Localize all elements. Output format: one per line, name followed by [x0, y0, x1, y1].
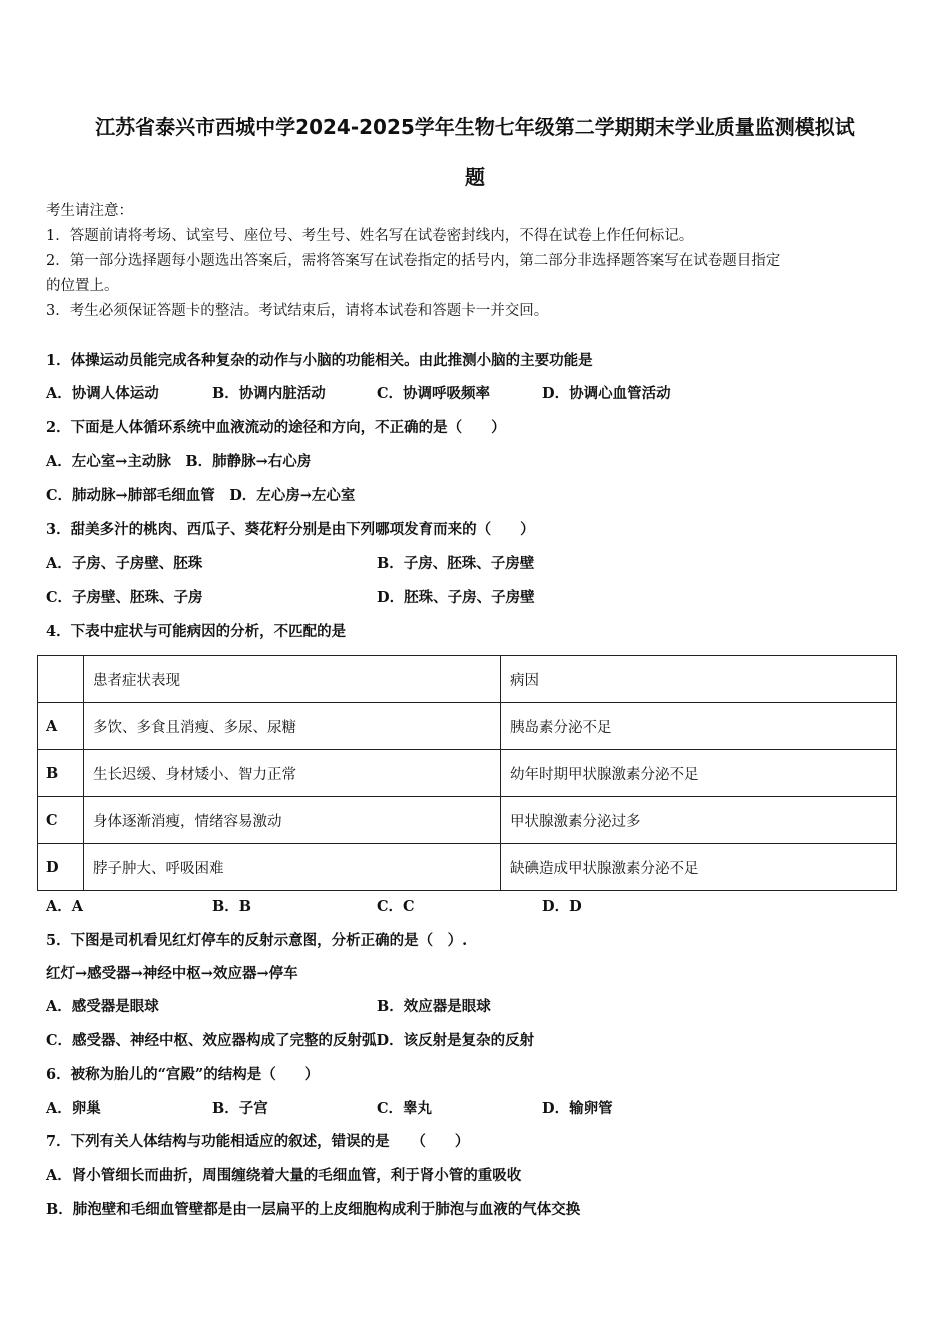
q5-options-cd: C．感受器、神经中枢、效应器构成了完整的反射弧D．该反射是复杂的反射: [46, 1032, 535, 1049]
table-header-cell: 患者症状表现: [84, 656, 501, 703]
q3-option-a: A．子房、子房壁、胚珠: [46, 555, 203, 572]
q4-stem: 4．下表中症状与可能病因的分析，不匹配的是: [46, 623, 347, 640]
row-cause: 幼年时期甲状腺激素分泌不足: [501, 750, 897, 797]
q5-option-a: A．感受器是眼球: [46, 998, 159, 1015]
table-row: [38, 844, 897, 891]
row-symptom: 多饮、多食且消瘦、多尿、尿糖: [84, 703, 501, 750]
row-symptom: 生长迟缓、身材矮小、智力正常: [84, 750, 501, 797]
q7-stem: 7．下列有关人体结构与功能相适应的叙述，错误的是 （ ）: [46, 1133, 470, 1150]
row-symptom: 脖子肿大、呼吸困难: [84, 844, 501, 891]
q4-option-b: B．B: [212, 898, 252, 915]
q3-option-d: D．胚珠、子房、子房壁: [377, 589, 535, 606]
q3-option-b: B．子房、胚珠、子房壁: [377, 555, 535, 572]
row-cause: 甲状腺激素分泌过多: [501, 797, 897, 844]
q5-option-b: B．效应器是眼球: [377, 998, 491, 1015]
symptom-table: [37, 655, 897, 891]
q1-option-c: C．协调呼吸频率: [377, 385, 491, 402]
row-key: B: [38, 750, 84, 797]
q3-option-c: C．子房壁、胚珠、子房: [46, 589, 203, 606]
exam-title-line1: 江苏省泰兴市西城中学2024-2025学年生物七年级第二学期期末学业质量监测模拟试: [95, 115, 855, 139]
q4-option-d: D．D: [542, 898, 582, 915]
table-row: [38, 703, 897, 750]
q4-option-a: A．A: [46, 898, 84, 915]
exam-title-line2: 题: [465, 165, 485, 189]
q6-option-c: C．睾丸: [377, 1100, 433, 1117]
q5-reflex-flow: 红灯→感受器→神经中枢→效应器→停车: [46, 965, 298, 982]
q6-option-b: B．子宫: [212, 1100, 268, 1117]
q1-option-a: A．协调人体运动: [46, 385, 159, 402]
table-header-cell: [38, 656, 84, 703]
q6-stem: 6．被称为胎儿的“宫殿”的结构是（ ）: [46, 1066, 320, 1083]
row-key: A: [38, 703, 84, 750]
table-row: [38, 797, 897, 844]
row-cause: 缺碘造成甲状腺激素分泌不足: [501, 844, 897, 891]
notice-item-2b: 的位置上。: [46, 278, 119, 294]
q3-stem: 3．甜美多汁的桃肉、西瓜子、葵花籽分别是由下列哪项发育而来的（ ）: [46, 521, 535, 538]
q7-option-a: A．肾小管细长而曲折，周围缠绕着大量的毛细血管，利于肾小管的重吸收: [46, 1167, 522, 1184]
q2-stem: 2．下面是人体循环系统中血液流动的途径和方向，不正确的是（ ）: [46, 419, 506, 436]
table-header-cell: 病因: [501, 656, 897, 703]
q7-option-b: B．肺泡壁和毛细血管壁都是由一层扁平的上皮细胞构成利于肺泡与血液的气体交换: [46, 1201, 581, 1218]
table-row: [38, 750, 897, 797]
q6-option-a: A．卵巢: [46, 1100, 101, 1117]
q2-options-ab: A．左心室→主动脉 B．肺静脉→右心房: [46, 453, 312, 470]
q2-options-cd: C．肺动脉→肺部毛细血管 D．左心房→左心室: [46, 487, 356, 504]
row-cause: 胰岛素分泌不足: [501, 703, 897, 750]
q5-stem: 5．下图是司机看见红灯停车的反射示意图，分析正确的是（ ）.: [46, 932, 468, 949]
notice-item-2a: 2．第一部分选择题每小题选出答案后，需将答案写在试卷指定的括号内，第二部分非选择题答案写在试卷题目指定: [46, 253, 781, 269]
row-symptom: 身体逐渐消瘦，情绪容易激动: [84, 797, 501, 844]
notice-item-3: 3．考生必须保证答题卡的整洁。考试结束后，请将本试卷和答题卡一并交回。: [46, 303, 549, 319]
notice-heading: 考生请注意：: [46, 203, 133, 219]
q4-option-c: C．C: [377, 898, 415, 915]
q6-option-d: D．输卵管: [542, 1100, 613, 1117]
row-key: C: [38, 797, 84, 844]
notice-item-1: 1．答题前请将考场、试室号、座位号、考生号、姓名写在试卷密封线内，不得在试卷上作任何标记。: [46, 228, 694, 244]
table-header-row: [38, 656, 897, 703]
row-key: D: [38, 844, 84, 891]
q1-stem: 1．体操运动员能完成各种复杂的动作与小脑的功能相关。由此推测小脑的主要功能是: [46, 352, 593, 369]
q1-option-b: B．协调内脏活动: [212, 385, 326, 402]
q1-option-d: D．协调心血管活动: [542, 385, 671, 402]
